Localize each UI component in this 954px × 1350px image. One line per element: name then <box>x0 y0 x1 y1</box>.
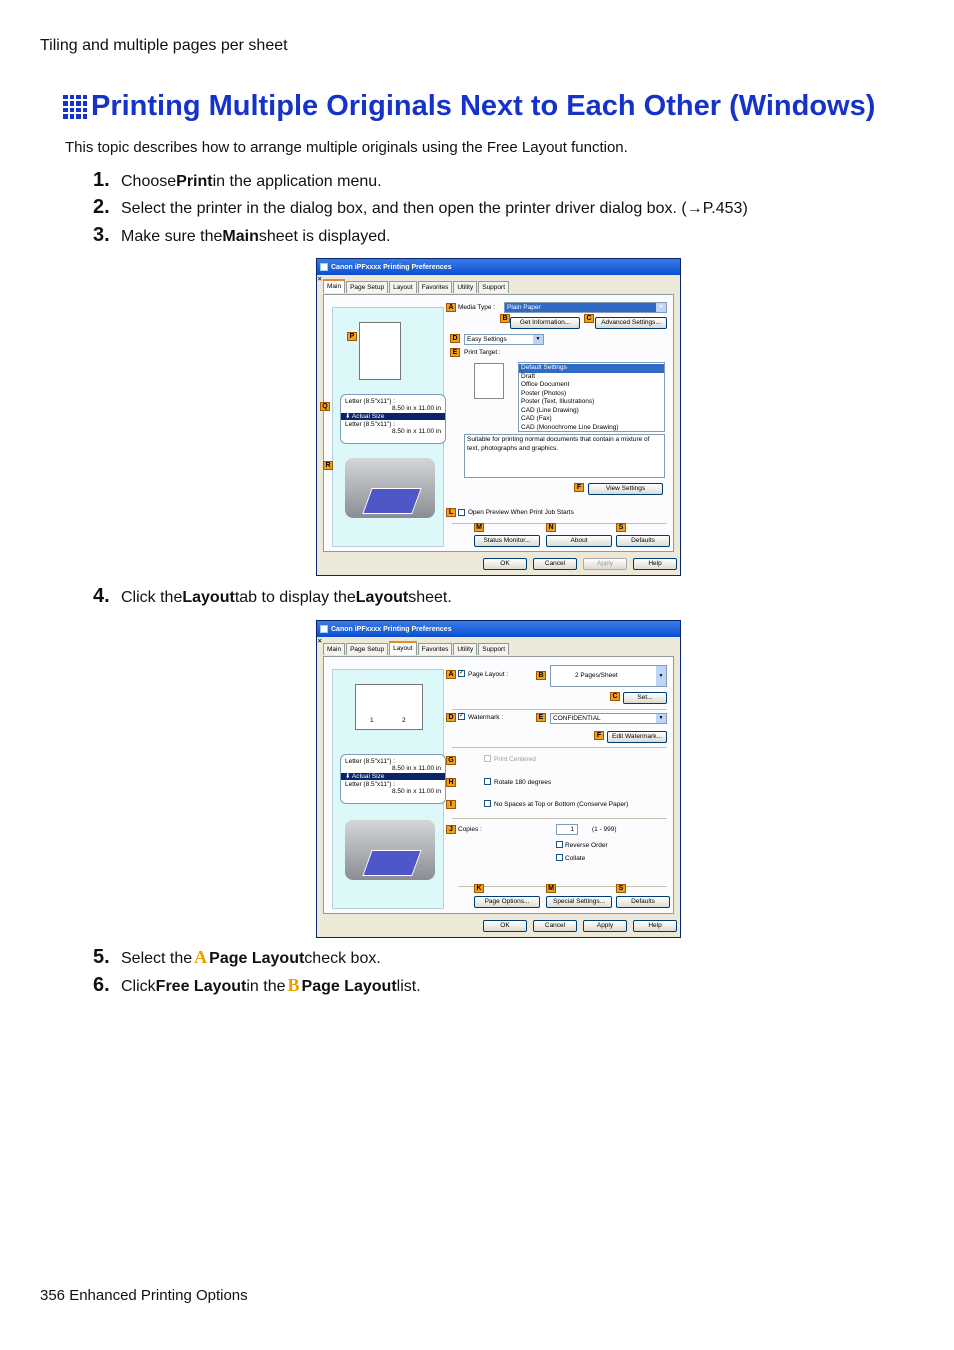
help-button[interactable]: Help <box>633 920 677 932</box>
help-button[interactable]: Help <box>633 558 677 570</box>
tab-support[interactable]: Support <box>478 643 509 655</box>
label-a: A <box>446 303 456 312</box>
label-b: B <box>500 314 510 323</box>
open-preview-label: Open Preview When Print Job Starts <box>468 509 574 516</box>
label-c: C <box>610 692 620 701</box>
label-c: C <box>584 314 594 323</box>
tab-main[interactable]: Main <box>323 643 345 655</box>
title-text: Printing Multiple Originals Next to Each Other (Windows) <box>91 90 876 122</box>
label-m: M <box>474 523 484 532</box>
apply-button[interactable]: Apply <box>583 558 627 570</box>
step-4: 4. Click the Layout tab to display the Layout sheet. <box>93 585 452 607</box>
print-target-label: Print Target : <box>464 349 501 356</box>
copies-label: Copies : <box>458 826 482 833</box>
tab-page-setup[interactable]: Page Setup <box>346 281 388 293</box>
label-q: Q <box>320 402 330 411</box>
label-p: P <box>347 332 357 341</box>
page-layout-select[interactable]: 2 Pages/Sheet ▼ <box>550 665 667 687</box>
advanced-settings-button[interactable]: Advanced Settings... <box>595 317 667 329</box>
label-b: B <box>536 671 546 680</box>
cancel-button[interactable]: Cancel <box>533 920 577 932</box>
label-f: F <box>594 731 604 740</box>
page-layout-label: Page Layout : <box>468 671 509 678</box>
label-k: K <box>474 884 484 893</box>
printer-illustration <box>345 820 435 880</box>
special-settings-button[interactable]: Special Settings... <box>546 896 612 908</box>
step-6: 6. Click Free Layout in the B Page Layout list. <box>93 974 421 996</box>
tab-main[interactable]: Main <box>323 279 345 293</box>
tab-favorites[interactable]: Favorites <box>418 643 453 655</box>
description-box: Suitable for printing normal documents that contain a mixture of text, photographs and graphics. <box>464 434 665 478</box>
page-layout-checkbox[interactable]: ✓ <box>459 670 465 676</box>
printer-app-icon <box>320 625 328 633</box>
label-g: G <box>446 756 456 765</box>
dialog-titlebar: Canon iPFxxxx Printing Preferences <box>317 621 680 637</box>
main-sheet-dialog <box>316 258 681 576</box>
close-icon[interactable]: ✕ <box>317 276 323 283</box>
step-2: 2. Select the printer in the dialog box, and then open the printer driver dialog box. (→P.453) <box>93 196 748 218</box>
tab-page-setup[interactable]: Page Setup <box>346 643 388 655</box>
printer-app-icon <box>320 263 328 271</box>
rotate-label: Rotate 180 degrees <box>494 779 552 786</box>
label-f: F <box>574 483 584 492</box>
label-a: A <box>446 670 456 679</box>
step-3: 3. Make sure the Main sheet is displayed. <box>93 224 391 246</box>
print-target-icon <box>474 363 504 399</box>
page-options-button[interactable]: Page Options... <box>474 896 540 908</box>
step-5: 5. Select the A Page Layout check box. <box>93 946 381 968</box>
media-type-select[interactable]: Plain Paper ▼ <box>504 302 667 313</box>
watermark-select[interactable]: CONFIDENTIAL ▼ <box>550 713 667 724</box>
label-i: I <box>446 800 456 809</box>
reverse-order-label: Reverse Order <box>565 842 608 849</box>
tab-utility[interactable]: Utility <box>453 281 477 293</box>
label-n: N <box>546 523 556 532</box>
label-m: M <box>546 884 556 893</box>
watermark-checkbox[interactable]: ✓ <box>459 713 465 719</box>
print-centered-label: Print Centered <box>494 756 536 763</box>
get-information-button[interactable]: Get Information... <box>510 317 580 329</box>
dialog-titlebar: Canon iPFxxxx Printing Preferences <box>317 259 680 275</box>
print-centered-checkbox[interactable] <box>484 755 491 762</box>
view-settings-button[interactable]: View Settings <box>588 483 663 495</box>
close-icon[interactable]: ✕ <box>317 638 323 645</box>
collate-checkbox[interactable] <box>556 854 563 861</box>
open-preview-checkbox[interactable] <box>458 509 465 516</box>
tab-favorites[interactable]: Favorites <box>418 281 453 293</box>
page-preview <box>359 322 401 380</box>
preview-area <box>332 307 444 547</box>
label-d: D <box>450 334 460 343</box>
label-d: D <box>446 713 456 722</box>
copies-input[interactable]: 1 <box>556 824 578 835</box>
tab-utility[interactable]: Utility <box>453 643 477 655</box>
label-j: J <box>446 825 456 834</box>
ok-button[interactable]: OK <box>483 558 527 570</box>
no-spaces-label: No Spaces at Top or Bottom (Conserve Paper) <box>494 801 629 808</box>
size-info: Letter (8.5"x11") : 8.50 in x 11.00 in ⬇ Actual Size Letter (8.5"x11") : 8.50 in x 11.00 in <box>340 754 446 804</box>
collate-label: Collate <box>565 855 586 862</box>
media-type-label: Media Type : <box>458 304 496 311</box>
edit-watermark-button[interactable]: Edit Watermark... <box>607 731 667 743</box>
label-l: L <box>446 508 456 517</box>
easy-settings-select[interactable]: Easy Settings ▼ <box>464 334 544 345</box>
label-e: E <box>450 348 460 357</box>
defaults-button[interactable]: Defaults <box>616 896 670 908</box>
about-button[interactable]: About <box>546 535 612 547</box>
label-h: H <box>446 778 456 787</box>
tab-support[interactable]: Support <box>478 281 509 293</box>
intro-text: This topic describes how to arrange multiple originals using the Free Layout function. <box>65 139 628 156</box>
label-s: S <box>616 884 626 893</box>
label-s: S <box>616 523 626 532</box>
cancel-button[interactable]: Cancel <box>533 558 577 570</box>
page-title <box>63 90 875 123</box>
layout-sheet-dialog <box>316 620 681 938</box>
main-panel <box>323 294 674 552</box>
running-header: Tiling and multiple pages per sheet <box>40 37 288 54</box>
label-e: E <box>536 713 546 722</box>
layout-panel <box>323 656 674 914</box>
page-preview: 1 2 <box>355 684 423 730</box>
defaults-button[interactable]: Defaults <box>616 535 670 547</box>
apply-button[interactable]: Apply <box>583 920 627 932</box>
tab-layout[interactable]: Layout <box>389 641 417 655</box>
preview-area <box>332 669 444 909</box>
label-r: R <box>323 461 333 470</box>
reverse-order-checkbox[interactable] <box>556 841 563 848</box>
grid-icon <box>63 95 87 119</box>
tab-layout[interactable]: Layout <box>389 281 417 293</box>
copies-range: (1 - 999) <box>592 826 617 833</box>
printer-illustration <box>345 458 435 518</box>
print-target-list[interactable]: Default Settings Draft Office Document Poster (Photos) Poster (Text, Illustrations) CAD (Line Drawing) CAD (Fax) CAD (Monochrome Line Drawing) <box>518 362 665 432</box>
set-button[interactable]: Set... <box>623 692 667 704</box>
page-footer: 356 Enhanced Printing Options <box>40 1287 248 1304</box>
size-info: Letter (8.5"x11") : 8.50 in x 11.00 in ⬇ Actual Size Letter (8.5"x11") : 8.50 in x 11.00 in <box>340 394 446 444</box>
rotate-checkbox[interactable] <box>484 778 491 785</box>
status-monitor-button[interactable]: Status Monitor... <box>474 535 540 547</box>
no-spaces-checkbox[interactable] <box>484 800 491 807</box>
step-1: 1. Choose Print in the application menu. <box>93 169 382 191</box>
ok-button[interactable]: OK <box>483 920 527 932</box>
watermark-label: Watermark : <box>468 714 504 721</box>
